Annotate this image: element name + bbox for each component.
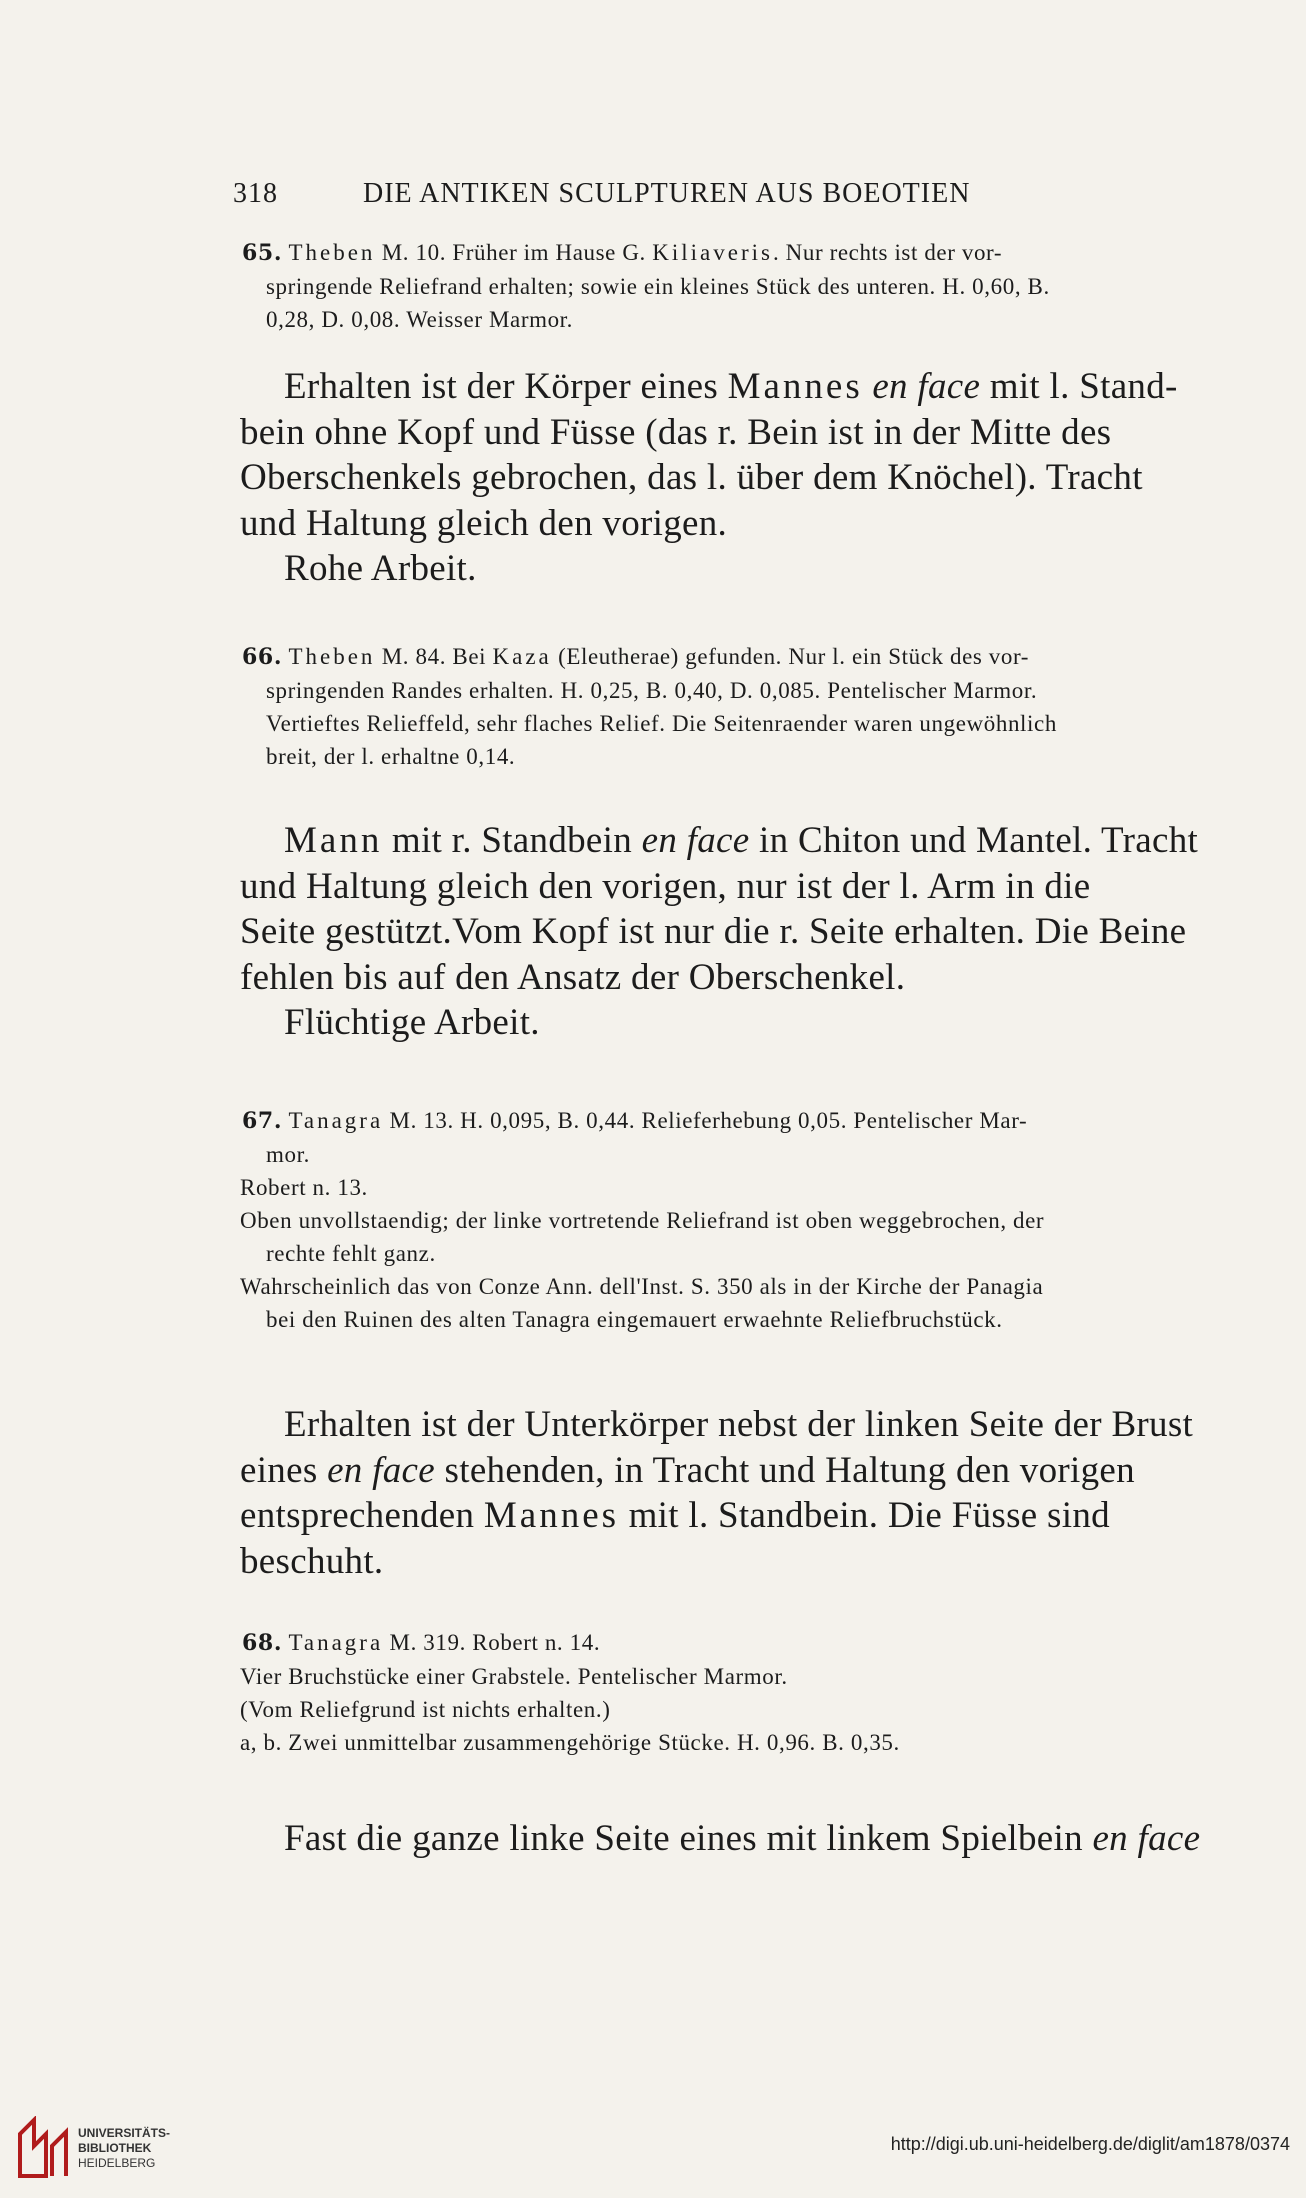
desc-text: Erhalten ist der Körper eines: [284, 366, 728, 407]
entry-text: bei den Ruinen des alten Tanagra eingemauert erwaehnte Reliefbruchstück.: [266, 1307, 1003, 1332]
entry-text: a, b. Zwei unmittelbar zusammengehörige Stücke. H. 0,96. B. 0,35.: [240, 1730, 900, 1755]
desc-text: bein ohne Kopf und Füsse (das r. Bein ist in der Mitte des: [240, 411, 1112, 453]
desc-spaced: Mannes: [727, 366, 863, 407]
entry-text: M. 84. Bei: [375, 644, 493, 669]
entry-number: 66.: [242, 644, 283, 670]
desc-text: mit r. Standbein: [382, 820, 642, 861]
entry-text: M. 319. Robert n. 14.: [383, 1630, 601, 1655]
entry-owner: Kiliaveris: [652, 240, 773, 265]
entry-text: . Nur rechts ist der vor-: [772, 240, 1003, 265]
entry-reference: Robert n. 13.: [240, 1175, 368, 1200]
entry-place: Theben: [288, 644, 376, 669]
catalog-entry-68: [242, 1626, 1212, 1759]
entry-text: Vertieftes Relieffeld, sehr flaches Relief. Die Seitenraender waren ungewöhnlich: [266, 711, 1057, 736]
desc-text: Rohe Arbeit.: [284, 548, 477, 589]
library-name: [78, 2126, 170, 2171]
entry-place: Tanagra: [288, 1108, 384, 1133]
entry-text: springenden Randes erhalten. H. 0,25, B. 0,40, D. 0,085. Pentelischer Marmor.: [266, 678, 1038, 703]
desc-spaced: Mann: [284, 820, 383, 861]
desc-text: Erhalten ist der Unterkörper nebst der linken Seite der Brust: [284, 1404, 1194, 1445]
permalink-url[interactable]: http://digi.ub.uni-heidelberg.de/diglit/am1878/0374: [890, 2134, 1290, 2154]
entry-number: 65.: [242, 240, 283, 266]
entry-text: Wahrscheinlich das von Conze Ann. dell'Inst. S. 350 als in der Kirche der Panagia: [240, 1274, 1044, 1299]
catalog-entry-65: [242, 236, 1212, 336]
desc-text: Seite gestützt.Vom Kopf ist nur die r. Seite erhalten. Die Beine: [240, 911, 1187, 952]
entry-number: 68.: [242, 1630, 283, 1656]
desc-text: Fast die ganze linke Seite eines mit linkem Spielbein: [284, 1818, 1093, 1859]
library-name-line: BIBLIOTHEK: [78, 2141, 152, 2155]
desc-text: Flüchtige Arbeit.: [284, 1002, 540, 1043]
entry-text: springende Reliefrand erhalten; sowie ein kleines Stück des unteren. H. 0,60, B.: [266, 274, 1050, 299]
entry-text: Oben unvollstaendig; der linke vortretende Reliefrand ist oben weggebrochen, der: [240, 1208, 1045, 1233]
desc-text: Oberschenkels gebrochen, das l. über dem Knöchel). Tracht: [240, 457, 1143, 498]
desc-italic: en face: [1092, 1818, 1201, 1859]
description-67: [240, 1402, 1212, 1584]
desc-text: mit l. Standbein. Die Füsse sind: [619, 1495, 1110, 1536]
entry-text: (Vom Reliefgrund ist nichts erhalten.): [240, 1697, 611, 1722]
desc-italic: en face: [872, 366, 981, 407]
library-name-line: UNIVERSITÄTS-: [78, 2126, 171, 2140]
desc-italic: en face: [641, 820, 750, 861]
entry-site: Kaza: [492, 644, 552, 669]
entry-text: breit, der l. erhaltne 0,14.: [266, 744, 516, 769]
description-66: [240, 818, 1212, 1046]
entry-text: Vier Bruchstücke einer Grabstele. Pentelischer Marmor.: [240, 1664, 788, 1689]
entry-text: 0,28, D. 0,08. Weisser Marmor.: [266, 307, 574, 332]
library-logo[interactable]: [16, 2112, 176, 2184]
ub-heidelberg-logo-icon: [16, 2116, 70, 2180]
desc-spaced: Mannes: [483, 1495, 620, 1536]
running-title: DIE ANTIKEN SCULPTUREN AUS BOEOTIEN: [363, 178, 971, 209]
catalog-entry-67: [242, 1104, 1212, 1336]
entry-text: (Eleutherae) gefunden. Nur l. ein Stück des vor-: [551, 644, 1030, 669]
desc-text: fehlen bis auf den Ansatz der Oberschenkel.: [240, 956, 906, 998]
description-68: [240, 1816, 1212, 1862]
entry-place: Tanagra: [288, 1630, 384, 1655]
entry-text: M. 13. H. 0,095, B. 0,44. Relieferhebung 0,05. Pentelischer Mar-: [383, 1108, 1028, 1133]
catalog-entry-66: [242, 640, 1212, 773]
desc-text: entsprechenden: [240, 1495, 484, 1536]
desc-text: mit l. Stand-: [980, 366, 1178, 407]
page-header: [233, 178, 1013, 210]
entry-number: 67.: [242, 1108, 283, 1134]
page-number: 318: [233, 178, 278, 209]
library-name-line: HEIDELBERG: [78, 2156, 156, 2170]
description-65: [240, 364, 1212, 592]
desc-text: in Chiton und Mantel. Tracht: [749, 820, 1199, 861]
desc-text: eines: [240, 1449, 328, 1491]
desc-text: und Haltung gleich den vorigen, nur ist der l. Arm in die: [240, 865, 1091, 907]
desc-text: stehenden, in Tracht und Haltung den vorigen: [434, 1449, 1135, 1491]
entry-text: rechte fehlt ganz.: [266, 1241, 436, 1266]
desc-italic: en face: [327, 1449, 435, 1491]
desc-text: und Haltung gleich den vorigen.: [240, 502, 728, 544]
entry-text: M. 10. Früher im Hause G.: [375, 240, 653, 265]
entry-text: mor.: [266, 1142, 310, 1167]
entry-place: Theben: [288, 240, 376, 265]
desc-text: beschuht.: [240, 1540, 384, 1582]
